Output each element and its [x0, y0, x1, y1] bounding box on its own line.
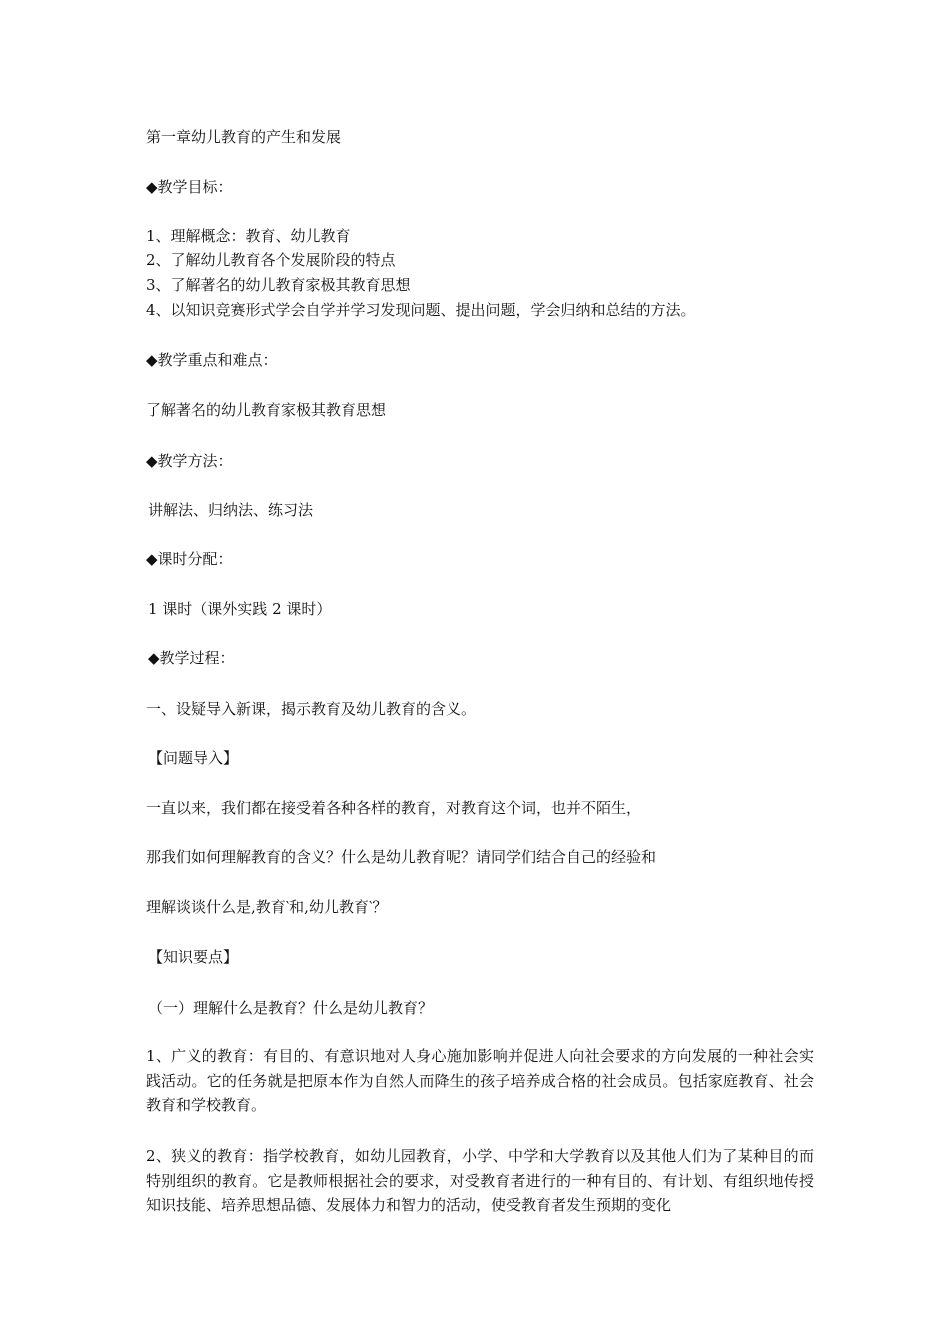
objective-item-3: 3、了解著名的幼儿教育家极其教育思想 [146, 276, 411, 294]
method-heading: ◆教学方法： [146, 452, 233, 470]
objective-item-2: 2、了解幼儿教育各个发展阶段的特点 [146, 251, 396, 269]
question-line-3: 理解谈谈什么是,教育‵和,幼儿教育‵？ [146, 898, 388, 916]
question-line-1: 一直以来，我们都在接受着各种各样的教育，对教育这个词，也并不陌生， [146, 799, 642, 817]
paragraph-narrow-education: 2、狭义的教育：指学校教育，如幼儿园教育，小学、中学和大学教育以及其他人们为了某种目的而特别组织的教育。它是教师根据社会的要求，对受教育者进行的一种有目的、有计划、有组织地传授知识技能、培养思想品德、发展体力和智力的活动，使受教育者发生预期的变化 [146, 1147, 814, 1214]
chapter-title: 第一章幼儿教育的产生和发展 [146, 128, 342, 146]
process-heading: ◆教学过程： [148, 649, 235, 667]
hours-heading: ◆课时分配： [146, 550, 233, 568]
method-text: 讲解法、归纳法、练习法 [148, 501, 314, 519]
key-points-text: 了解著名的幼儿教育家极其教育思想 [146, 401, 387, 419]
objective-item-4: 4、以知识竞赛形式学会自学并学习发现问题、提出问题，学会归纳和总结的方法。 [146, 301, 696, 319]
objective-item-1: 1、理解概念：教育、幼儿教育 [146, 227, 351, 245]
question-line-2: 那我们如何理解教育的含义？什么是幼儿教育呢？请同学们结合自己的经验和 [146, 848, 657, 866]
key-points-heading: ◆教学重点和难点： [146, 351, 278, 369]
subsection-1-title: （一）理解什么是教育？什么是幼儿教育？ [148, 999, 434, 1017]
knowledge-heading: 【知识要点】 [148, 948, 239, 966]
section-1-title: 一、设疑导入新课，揭示教育及幼儿教育的含义。 [146, 700, 477, 718]
objectives-heading: ◆教学目标： [146, 178, 233, 196]
paragraph-broad-education: 1、广义的教育：有目的、有意识地对人身心施加影响并促进人向社会要求的方向发展的一种社会实践活动。它的任务就是把原本作为自然人而降生的孩子培养成合格的社会成员。包括家庭教育、社会教育和学校教育。 [146, 1047, 814, 1114]
hours-text: 1 课时（课外实践 2 课时） [148, 600, 332, 618]
question-heading: 【问题导入】 [148, 749, 239, 767]
